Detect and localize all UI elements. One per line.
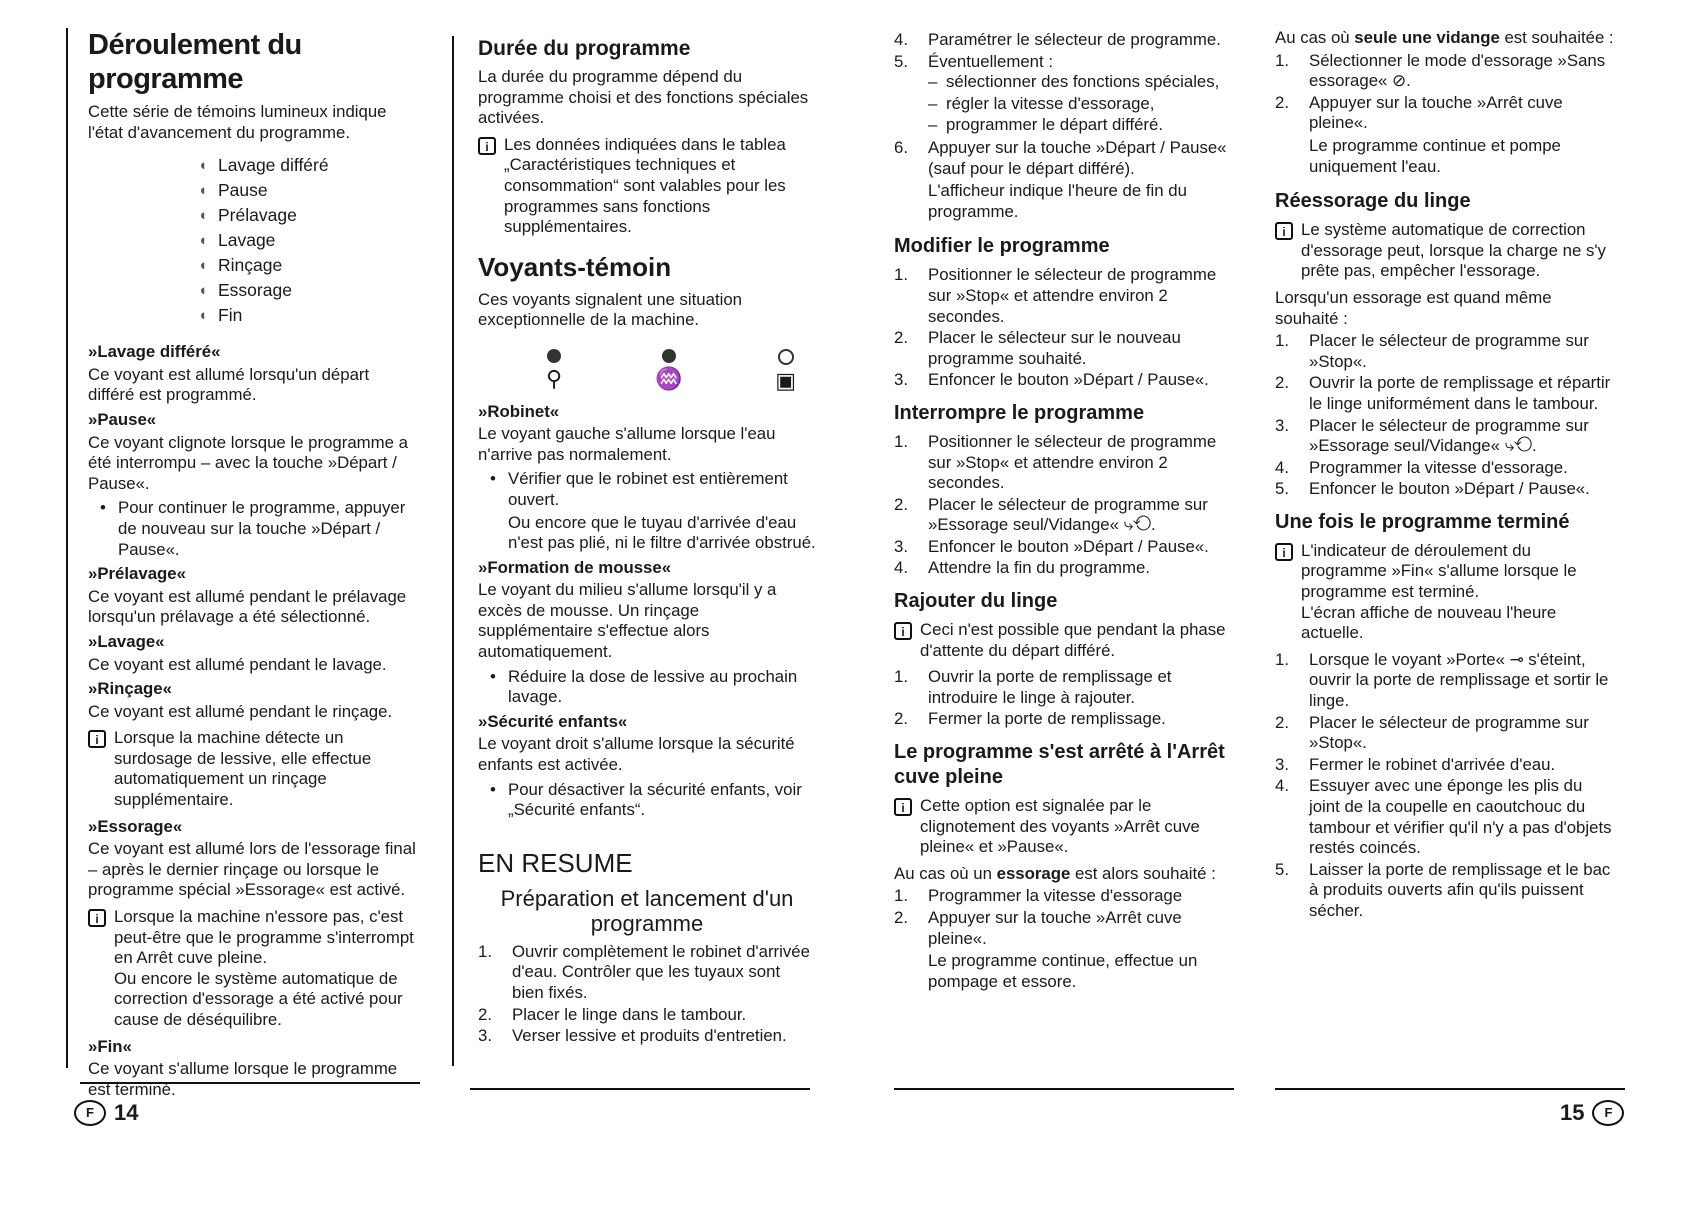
indicator-list: [198, 153, 420, 328]
info-note: i Lorsque la machine détecte un surdosage de lessive, elle effectue automatiquement un rinçage supplémentaire.: [88, 728, 420, 810]
step-item: 5. Éventuellement : – sélectionner des fonctions spéciales, – régler la vitesse d'essorage, – programmer le départ différé.: [894, 52, 1232, 137]
page-number: 15: [1560, 1100, 1585, 1125]
col1-title: Déroulement du programme: [88, 29, 302, 95]
col4-bottom-rule: [1275, 1088, 1625, 1090]
dash-item: – programmer le départ différé.: [928, 115, 1219, 136]
step-list: [1275, 51, 1615, 180]
paragraph: La durée du programme dépend du programme choisi et des fonctions spéciales activées.: [478, 67, 809, 128]
tap-icon: ⚲: [546, 365, 563, 391]
indicator-light-icon: ◖: [198, 182, 208, 200]
robinet-light: [546, 349, 562, 392]
term-lavage-differe: »Lavage différé«: [88, 342, 221, 362]
page-number: 14: [114, 1100, 139, 1125]
column-1: [88, 28, 420, 1102]
col3-bottom-rule: [894, 1088, 1234, 1090]
foam-icon: ♒: [654, 365, 683, 391]
section-title-voyants: Voyants-témoin: [478, 251, 672, 282]
paragraph: Ces voyants signalent une situation exceptionnelle de la machine.: [478, 289, 743, 330]
dash-list: [928, 72, 1219, 136]
section-title-preparation: Préparation et lancement d'un programme: [500, 885, 794, 936]
indicator-light-icon: ◖: [198, 157, 208, 175]
indicator-item: ◖ Fin: [198, 303, 420, 328]
term-pause: »Pause«: [88, 409, 157, 429]
page-number-left: [66, 1100, 138, 1126]
step-item: 4. Paramétrer le sélecteur de programme.: [894, 30, 1221, 49]
entry-text: Ce voyant est allumé lorsqu'un départ différé est programmé.: [88, 364, 370, 405]
term-fin: »Fin«: [88, 1036, 132, 1056]
info-note: i L'indicateur de déroulement du programme »Fin« s'allume lorsque le programme est terminé. L'écran affiche de nouveau l'heure actuelle.: [1275, 541, 1615, 644]
info-note: i Lorsque la machine n'essore pas, c'est peut-être que le programme s'interrompt en Arrêt cuve pleine. Ou encore le système automatique de correction d'essorage a été activé pour cause de déséquilibre.: [88, 907, 420, 1031]
page-number-right: [1560, 1100, 1632, 1126]
step-item: 3. Fermer le robinet d'arrivée d'eau.: [1275, 754, 1556, 774]
info-icon: i: [1275, 222, 1293, 240]
entry-text: Ce voyant clignote lorsque le programme a été interrompu – avec la touche »Départ / Pause«.: [88, 432, 408, 493]
step-item: 6. Appuyer sur la touche »Départ / Pause« (sauf pour le départ différé). L'afficheur indique l'heure de fin du programme.: [894, 137, 1227, 221]
info-icon: i: [894, 622, 912, 640]
column-3: [894, 28, 1232, 996]
dash-item: – régler la vitesse d'essorage,: [928, 94, 1219, 115]
entry-text: Le voyant droit s'allume lorsque la sécurité enfants est activée.: [478, 734, 795, 775]
light-dot: [547, 349, 561, 363]
mousse-light: [655, 349, 682, 392]
step-list: [894, 667, 1232, 730]
indicator-light-icon: ◖: [198, 257, 208, 275]
warning-lights: [546, 349, 796, 392]
language-badge: F: [1592, 1100, 1624, 1126]
col1-divider-rule: [452, 36, 454, 1066]
section-title-arret: Le programme s'est arrêté à l'Arrêt cuve pleine: [894, 741, 1225, 789]
info-icon: i: [1275, 543, 1293, 561]
paragraph: Au cas où seule une vidange est souhaitée :: [1275, 28, 1614, 47]
section-title-interrompre: Interrompre le programme: [894, 401, 1145, 424]
step-item: 2. Appuyer sur la touche »Arrêt cuve pleine«. Le programme continue, effectue un pompage et essore.: [894, 908, 1198, 991]
step-list: [894, 886, 1232, 994]
entry-text: Ce voyant est allumé lors de l'essorage final – après le dernier rinçage ou lorsque le programme spécial »Essorage« est activé.: [88, 839, 416, 900]
indicator-item: ◖ Lavage différé: [198, 153, 420, 178]
paragraph: Au cas où un essorage est alors souhaité :: [894, 863, 1216, 883]
step-item: 4. Programmer la vitesse d'essorage.: [1275, 457, 1568, 477]
indicator-item: ◖ Rinçage: [198, 253, 420, 278]
col2-bottom-rule: [470, 1088, 810, 1090]
step-item: 2. Placer le sélecteur sur le nouveau programme souhaité.: [894, 328, 1181, 368]
step-item: 2. Placer le linge dans le tambour.: [478, 1004, 747, 1024]
bullet-list: [478, 667, 816, 708]
indicator-light-icon: ◖: [198, 307, 208, 325]
step-item: 1. Positionner le sélecteur de programme sur »Stop« et attendre environ 2 secondes.: [894, 265, 1217, 326]
step-item: 4. Essuyer avec une éponge les plis du joint de la coupelle en caoutchouc du tambour et vérifier qu'il n'y a pas d'objets restés coincés.: [1275, 776, 1612, 858]
paragraph: Lorsqu'un essorage est quand même souhaité :: [1275, 287, 1552, 328]
section-title-resume: EN RESUME: [478, 847, 633, 878]
step-item: 2. Appuyer sur la touche »Arrêt cuve pleine«. Le programme continue et pompe uniquement l'eau.: [1275, 92, 1563, 176]
language-badge: F: [74, 1100, 106, 1126]
term-securite: »Sécurité enfants«: [478, 711, 628, 731]
info-icon: i: [88, 730, 106, 748]
step-list: [478, 942, 816, 1047]
term-lavage: »Lavage«: [88, 631, 165, 651]
dash-item: – sélectionner des fonctions spéciales,: [928, 72, 1219, 93]
bullet-item: • Pour continuer le programme, appuyer de nouveau sur la touche »Départ / Pause«.: [118, 498, 420, 560]
light-dot: [778, 349, 794, 365]
indicator-item: ◖ Essorage: [198, 278, 420, 303]
step-item: 1. Positionner le sélecteur de programme sur »Stop« et attendre environ 2 secondes.: [894, 431, 1217, 493]
step-list: [894, 265, 1232, 391]
step-item: 1. Ouvrir complètement le robinet d'arrivée d'eau. Contrôler que les tuyaux sont bien fixés.: [478, 941, 810, 1002]
securite-light: [775, 349, 796, 392]
section-title-modifier: Modifier le programme: [894, 235, 1110, 258]
step-list: [894, 432, 1232, 579]
step-item: 2. Fermer la porte de remplissage.: [894, 709, 1166, 729]
step-item: 2. Ouvrir la porte de remplissage et répartir le linge uniformément dans le tambour.: [1275, 373, 1611, 413]
step-item: 3. Enfoncer le bouton »Départ / Pause«.: [894, 370, 1209, 390]
bullet-list: [478, 780, 816, 821]
step-item: 4. Attendre la fin du programme.: [894, 558, 1150, 578]
step-list: [1275, 650, 1615, 922]
bullet-list: [88, 498, 420, 560]
bullet-item: • Réduire la dose de lessive au prochain lavage.: [508, 667, 816, 708]
term-rincage: »Rinçage«: [88, 679, 172, 699]
column-4: [1275, 28, 1615, 924]
step-item: 2. Placer le sélecteur de programme sur »Essorage seul/Vidange« ⤷⟲.: [894, 494, 1208, 535]
entry-text: Ce voyant est allumé pendant le rinçage.: [88, 701, 393, 721]
bullet-item: • Pour désactiver la sécurité enfants, voir „Sécurité enfants“.: [508, 780, 816, 821]
indicator-item: ◖ Lavage: [198, 228, 420, 253]
step-item: 2. Placer le sélecteur de programme sur »Stop«.: [1275, 712, 1589, 753]
section-title-duree: Durée du programme: [478, 37, 691, 60]
info-note: i Le système automatique de correction d'essorage peut, lorsque la charge ne s'y prête pas, empêcher l'essorage.: [1275, 220, 1615, 282]
term-mousse: »Formation de mousse«: [478, 557, 672, 577]
indicator-light-icon: ◖: [198, 232, 208, 250]
section-title-fin: Une fois le programme terminé: [1275, 510, 1570, 533]
indicator-item: ◖ Pause: [198, 178, 420, 203]
entry-text: Ce voyant est allumé pendant le lavage.: [88, 654, 387, 674]
step-item: 5. Laisser la porte de remplissage et le bac à produits ouverts afin qu'ils puissent sécher.: [1275, 859, 1611, 920]
step-list: [894, 30, 1232, 224]
step-item: 1. Lorsque le voyant »Porte« ⊸ s'éteint, ouvrir la porte de remplissage et sortir le linge.: [1275, 649, 1609, 711]
step-item: 3. Enfoncer le bouton »Départ / Pause«.: [894, 536, 1209, 556]
entry-text: Le voyant gauche s'allume lorsque l'eau n'arrive pas normalement.: [478, 424, 776, 464]
step-item: 1. Programmer la vitesse d'essorage: [894, 886, 1183, 906]
term-prelavage: »Prélavage«: [88, 564, 186, 584]
info-note: i Cette option est signalée par le clignotement des voyants »Arrêt cuve pleine« et »Pause«.: [894, 796, 1232, 858]
step-item: 1. Sélectionner le mode d'essorage »Sans essorage« ⊘.: [1275, 50, 1606, 91]
step-item: 5. Enfoncer le bouton »Départ / Pause«.: [1275, 479, 1590, 499]
entry-text: Ce voyant s'allume lorsque le programme est terminé.: [88, 1059, 398, 1099]
info-note: i Les données indiquées dans le tablea „Caractéristiques techniques et consommation“ sont valables pour les programmes sans fonctions supplémentaires.: [478, 135, 816, 238]
indicator-light-icon: ◖: [198, 207, 208, 225]
term-essorage: »Essorage«: [88, 816, 183, 836]
section-title-reessorage: Réessorage du linge: [1275, 190, 1471, 213]
col1-intro: Cette série de témoins lumineux indique l'état d'avancement du programme.: [88, 102, 387, 142]
step-item: 3. Verser lessive et produits d'entretien.: [478, 1026, 787, 1046]
entry-text: Le voyant du milieu s'allume lorsqu'il y a excès de mousse. Un rinçage supplémentaire s'effectue alors automatiquement.: [478, 580, 777, 662]
info-icon: i: [894, 798, 912, 816]
step-item: 3. Placer le sélecteur de programme sur »Essorage seul/Vidange« ⤷⟲.: [1275, 415, 1589, 456]
info-note: i Ceci n'est possible que pendant la phase d'attente du départ différé.: [894, 620, 1232, 661]
indicator-item: ◖ Prélavage: [198, 203, 420, 228]
info-icon: i: [88, 909, 106, 927]
section-title-rajouter: Rajouter du linge: [894, 590, 1058, 613]
bullet-list: [478, 469, 816, 553]
bullet-item: • Vérifier que le robinet est entièrement ouvert. Ou encore que le tuyau d'arrivée d'eau n'est pas plié, ni le filtre d'arrivée obstrué.: [508, 469, 816, 553]
column-2: [478, 28, 816, 1049]
step-item: 1. Placer le sélecteur de programme sur »Stop«.: [1275, 331, 1589, 371]
term-robinet: »Robinet«: [478, 401, 560, 421]
light-dot: [662, 349, 676, 363]
step-list: [1275, 331, 1615, 500]
entry-text: Ce voyant est allumé pendant le prélavage lorsqu'un prélavage a été sélectionné.: [88, 586, 407, 627]
left-margin-rule: [66, 28, 68, 1068]
indicator-light-icon: ◖: [198, 282, 208, 300]
step-item: 1. Ouvrir la porte de remplissage et introduire le linge à rajouter.: [894, 667, 1172, 707]
info-icon: i: [478, 137, 496, 155]
lock-icon: ▣: [775, 367, 796, 393]
